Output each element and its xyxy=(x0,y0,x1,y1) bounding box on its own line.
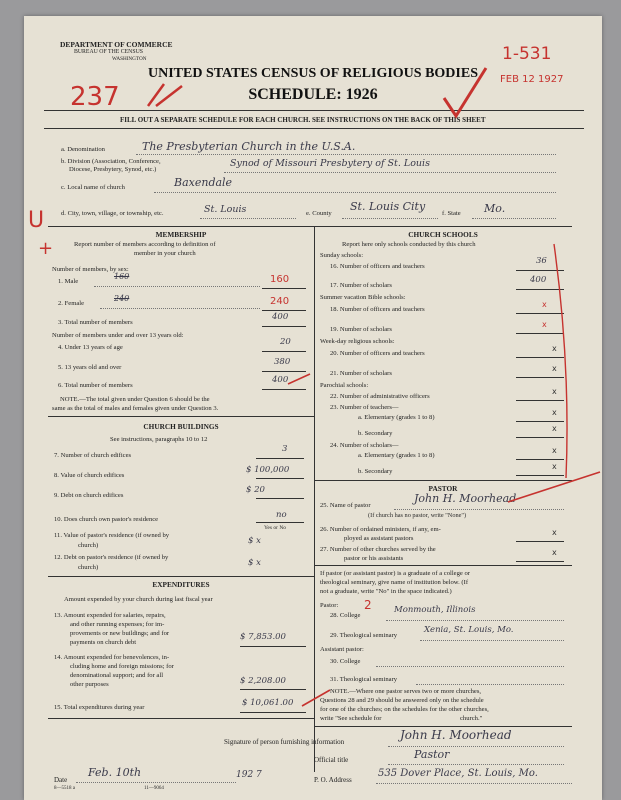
q20-value: x xyxy=(552,344,557,353)
q14-answer-line xyxy=(240,689,306,690)
parochial-schools-label: Parochial schools: xyxy=(320,382,369,389)
q18-label: 18. Number of officers and teachers xyxy=(330,306,425,313)
q15-label: 15. Total expenditures during year xyxy=(54,704,145,711)
q16-value: 36 xyxy=(536,256,547,266)
membership-note-2: same as the total of males and females given under Question 3. xyxy=(52,405,219,412)
q21-value: x xyxy=(552,364,557,373)
official-title-label: Official title xyxy=(314,756,349,764)
pastor-note-3: for one of the churches; on the schedules for the other churches, xyxy=(320,706,489,713)
red-slash-mark xyxy=(146,80,186,110)
date-value: Feb. 10th xyxy=(88,766,142,779)
q23b-value: x xyxy=(552,424,557,433)
q22-label: 22. Number of administrative officers xyxy=(330,393,430,400)
vacation-schools-label: Summer vacation Bible schools: xyxy=(320,294,406,301)
q2-original-value: 240 xyxy=(114,294,130,303)
sunday-schools-label: Sunday schools: xyxy=(320,252,364,259)
q3-label: 3. Total number of members xyxy=(58,319,133,326)
q4-answer-line xyxy=(262,351,306,352)
q4-value: 20 xyxy=(280,337,291,347)
date-line xyxy=(76,782,236,783)
q23b-label: b. Secondary xyxy=(358,430,393,437)
red-code-annotation: 1-531 xyxy=(502,44,552,64)
division-label-2: Diocese, Presbytery, Synod, etc.) xyxy=(69,166,157,173)
buildings-subheading: See instructions, paragraphs 10 to 12 xyxy=(110,436,208,443)
q7-value: 3 xyxy=(282,444,288,454)
q27-label: 27. Number of other churches served by the xyxy=(320,546,436,553)
local-name-line xyxy=(154,192,556,193)
census-form-sheet xyxy=(24,16,602,800)
address-label: P. O. Address xyxy=(314,776,352,784)
q27-label-2: pastor or his assistants xyxy=(344,555,404,562)
q10-value: no xyxy=(276,510,287,520)
q1-corrected-value: 160 xyxy=(270,274,290,285)
q14-label-4: other purposes xyxy=(70,681,109,688)
q12-label-2: church) xyxy=(78,564,99,571)
membership-heading: MEMBERSHIP xyxy=(155,230,207,239)
q20-label: 20. Number of officers and teachers xyxy=(330,350,425,357)
q31-line xyxy=(416,684,564,685)
pastor-note-5: church." xyxy=(460,715,483,722)
expenditures-subheading: Amount expended by your church during last fiscal year xyxy=(64,596,213,603)
q11-label-2: church) xyxy=(78,542,99,549)
q21-label: 21. Number of scholars xyxy=(330,370,392,377)
q13-label-3: provements or new buildings; and for xyxy=(70,630,170,637)
q24b-value: x xyxy=(552,462,557,471)
official-title-value: Pastor xyxy=(414,748,450,761)
q2-corrected-value: 240 xyxy=(270,296,290,307)
q22-value: x xyxy=(552,387,557,396)
q31-label: 31. Theological seminary xyxy=(330,676,398,683)
yes-no-hint: Yes or No xyxy=(264,525,287,531)
q1-line xyxy=(94,286,260,287)
division-line xyxy=(224,172,556,173)
q9-answer-line xyxy=(256,498,304,499)
rule-sections xyxy=(48,226,572,227)
rule-membership-end xyxy=(48,416,314,417)
form-number-2: 11—9064 xyxy=(144,786,164,791)
q18-value: x xyxy=(542,300,547,309)
q2-answer-line xyxy=(262,310,306,311)
denomination-value: The Presbyterian Church in the U.S.A. xyxy=(142,140,356,153)
form-number-1: 8—5518 a xyxy=(54,786,75,791)
official-title-line xyxy=(388,764,564,765)
q14-value: $ 2,208.00 xyxy=(240,676,286,686)
q23-label: 23. Number of teachers— xyxy=(330,404,399,411)
rule-pastor-end xyxy=(314,726,572,727)
rule-expenditures-end xyxy=(48,718,314,719)
instruction-line: FILL OUT A SEPARATE SCHEDULE FOR EACH CHURCH. SEE INSTRUCTIONS ON THE BACK OF THIS SHEET xyxy=(120,116,486,124)
members-by-sex-label: Number of members, by sex: xyxy=(52,266,129,273)
rule-pastor-mid xyxy=(314,565,572,566)
pastor-heading: PASTOR xyxy=(428,484,458,493)
division-label: b. Division (Association, Conference, xyxy=(61,158,161,165)
q3-answer-line xyxy=(262,326,306,327)
q2-line xyxy=(100,308,260,309)
county-label: e. County xyxy=(306,210,332,217)
q19-label: 19. Number of scholars xyxy=(330,326,392,333)
schedule-title: SCHEDULE: 1926 xyxy=(248,86,378,103)
q4-label: 4. Under 13 years of age xyxy=(58,344,123,351)
pastor-note-1: NOTE.—Where one pastor serves two or more churches, xyxy=(330,688,482,695)
membership-note-1: NOTE.—The total given under Question 6 should be the xyxy=(60,396,210,403)
q5-label: 5. 13 years old and over xyxy=(58,364,122,371)
expenditures-heading: EXPENDITURES xyxy=(152,580,210,589)
q12-label: 12. Debt on pastor's residence (if owned by xyxy=(54,554,169,561)
q19-value: x xyxy=(542,320,547,329)
local-name-label: c. Local name of church xyxy=(61,184,125,191)
q1-original-value: 160 xyxy=(114,272,130,281)
state-value: Mo. xyxy=(484,202,506,215)
weekday-schools-label: Week-day religious schools: xyxy=(320,338,395,345)
q23a-label: a. Elementary (grades 1 to 8) xyxy=(358,414,435,421)
rule-buildings-end xyxy=(48,576,314,577)
q14-label-2: cluding home and foreign missions; for xyxy=(70,663,174,670)
q27-value: x xyxy=(552,548,557,557)
q13-label-2: and other running expenses; for im- xyxy=(70,621,165,628)
q26-value: x xyxy=(552,528,557,537)
q15-value: $ 10,061.00 xyxy=(242,698,294,708)
signature-line xyxy=(388,746,564,747)
q6-label: 6. Total number of members xyxy=(58,382,133,389)
membership-intro-2: member in your church xyxy=(134,250,196,257)
q26-label-2: ployed as assistant pastors xyxy=(344,535,414,542)
bureau-label: BUREAU OF THE CENSUS xyxy=(74,49,143,55)
department-label: DEPARTMENT OF COMMERCE xyxy=(60,40,173,49)
q7-answer-line xyxy=(256,458,304,459)
denomination-line xyxy=(136,154,556,155)
red-q6-mark xyxy=(286,370,314,390)
q17-value: 400 xyxy=(530,275,547,285)
pastor-sub-label: Pastor: xyxy=(320,602,339,609)
q9-value: $ 20 xyxy=(246,485,265,495)
q28-value: Monmouth, Illinois xyxy=(394,605,476,615)
q25-label: 25. Name of pastor xyxy=(320,502,371,509)
graduate-note-1: If pastor (or assistant pastor) is a graduate of a college or xyxy=(320,570,470,577)
q7-label: 7. Number of church edifices xyxy=(54,452,132,459)
q5-value: 380 xyxy=(274,357,291,367)
q3-value: 400 xyxy=(272,312,289,322)
year-value: 192 7 xyxy=(236,770,262,780)
q24b-label: b. Secondary xyxy=(358,468,393,475)
local-name-value: Baxendale xyxy=(174,176,233,189)
q8-answer-line xyxy=(256,478,304,479)
q9-label: 9. Debt on church edifices xyxy=(54,492,124,499)
county-line xyxy=(342,218,438,219)
q14-label: 14. Amount expended for benevolences, in- xyxy=(54,654,170,661)
q11-value: $ x xyxy=(248,536,261,546)
age-heading: Number of members under and over 13 years old: xyxy=(52,332,184,339)
q2-label: 2. Female xyxy=(58,300,85,307)
q25-value: John H. Moorhead xyxy=(414,492,517,505)
schools-heading: CHURCH SCHOOLS xyxy=(408,230,478,239)
q24a-value: x xyxy=(552,446,557,455)
county-value: St. Louis City xyxy=(350,200,426,213)
red-pastor-2: 2 xyxy=(364,598,372,612)
q30-line xyxy=(376,666,564,667)
received-stamp: FEB 12 1927 xyxy=(500,74,564,85)
city-label: WASHINGTON xyxy=(112,56,147,62)
division-value: Synod of Missouri Presbytery of St. Louis xyxy=(230,158,430,169)
city-town-line xyxy=(200,218,296,219)
q24-label: 24. Number of scholars— xyxy=(330,442,399,449)
q27-answer-line xyxy=(516,561,564,562)
q1-label: 1. Male xyxy=(58,278,79,285)
q29-label: 29. Theological seminary xyxy=(330,632,398,639)
state-label: f. State xyxy=(442,210,461,217)
q25-line xyxy=(394,509,564,510)
q10-answer-line xyxy=(256,522,304,523)
margin-plus: + xyxy=(38,238,54,259)
graduate-note-3: not a graduate, write "No" in the space indicated.) xyxy=(320,588,452,595)
q28-label: 28. College xyxy=(330,612,361,619)
red-number-annotation: 237 xyxy=(70,82,120,112)
q8-label: 8. Value of church edifices xyxy=(54,472,125,479)
graduate-note-2: theological seminary, give name of institution below. (If xyxy=(320,579,469,586)
q26-label: 26. Number of ordained ministers, if any, em- xyxy=(320,526,441,533)
q10-label: 10. Does church own pastor's residence xyxy=(54,516,159,523)
q17-label: 17. Number of scholars xyxy=(330,282,392,289)
address-value: 535 Dover Place, St. Louis, Mo. xyxy=(378,768,538,779)
city-town-value: St. Louis xyxy=(204,204,247,215)
red-pastor-stroke xyxy=(504,466,604,506)
margin-mark: U xyxy=(28,208,45,233)
q13-value: $ 7,853.00 xyxy=(240,632,286,642)
pastor-note-2: Questions 28 and 29 should be answered only on the schedule xyxy=(320,697,484,704)
q8-value: $ 100,000 xyxy=(246,465,290,475)
red-check-mark xyxy=(440,64,490,124)
address-line xyxy=(376,783,572,784)
pastor-note-4: write "See schedule for xyxy=(320,715,382,722)
q23a-value: x xyxy=(552,408,557,417)
q25-note: (If church has no pastor, write "None") xyxy=(368,512,467,519)
q28-line xyxy=(386,620,564,621)
q14-label-3: denominational support; and for all xyxy=(70,672,164,679)
q24a-label: a. Elementary (grades 1 to 8) xyxy=(358,452,435,459)
q12-value: $ x xyxy=(248,558,261,568)
q30-label: 30. College xyxy=(330,658,361,665)
q29-line xyxy=(420,640,564,641)
buildings-heading: CHURCH BUILDINGS xyxy=(143,422,219,431)
red-column-stroke xyxy=(548,242,578,482)
rule-below-instruction xyxy=(44,128,584,129)
state-line xyxy=(472,218,556,219)
signature-value: John H. Moorhead xyxy=(400,728,512,742)
rule-top xyxy=(44,110,584,111)
date-label: Date xyxy=(54,776,68,784)
q26-answer-line xyxy=(516,541,564,542)
q6-value: 400 xyxy=(272,375,289,385)
assistant-pastor-label: Assistant pastor: xyxy=(320,646,364,653)
denomination-label: a. Denomination xyxy=(61,146,105,153)
signature-label: Signature of person furnishing information xyxy=(224,738,345,746)
city-town-label: d. City, town, village, or township, etc. xyxy=(61,210,164,217)
schools-intro: Report here only schools conducted by this church xyxy=(342,241,476,248)
q13-answer-line xyxy=(240,646,306,647)
q15-answer-line xyxy=(240,712,306,713)
q16-label: 16. Number of officers and teachers xyxy=(330,263,425,270)
membership-intro-1: Report number of members according to definition of xyxy=(74,241,216,248)
q29-value: Xenia, St. Louis, Mo. xyxy=(424,625,514,635)
q1-answer-line xyxy=(262,288,306,289)
form-title: UNITED STATES CENSUS OF RELIGIOUS BODIES xyxy=(147,66,478,81)
q13-label-4: payments on church debt xyxy=(70,639,137,646)
q11-label: 11. Value of pastor's residence (if owned by xyxy=(54,532,170,539)
q13-label: 13. Amount expended for salaries, repairs, xyxy=(54,612,166,619)
